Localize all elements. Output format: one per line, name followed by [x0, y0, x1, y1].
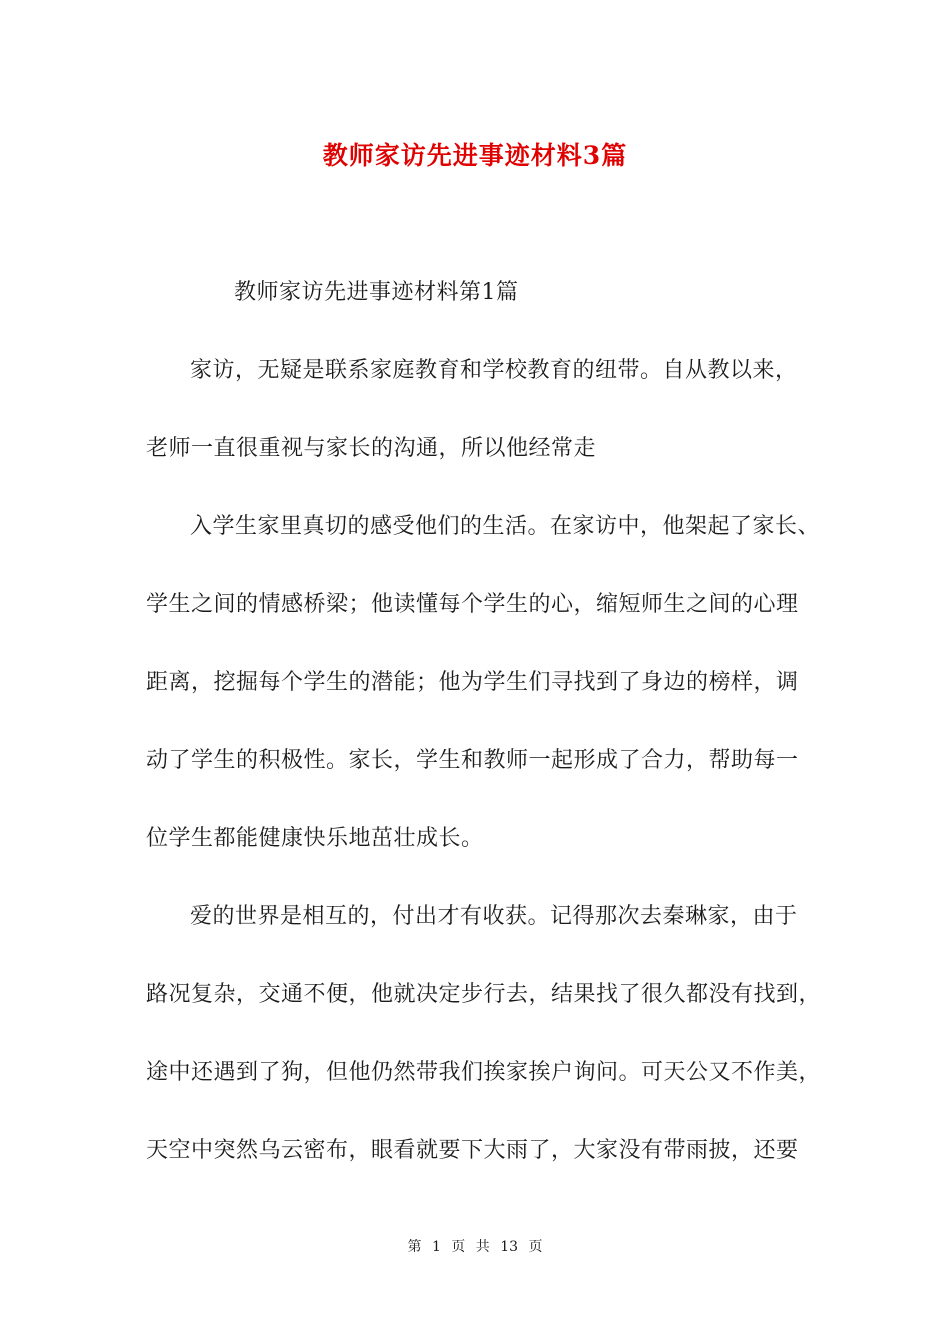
- paragraph-line: 入学生家里真切的感受他们的生活。在家访中，他架起了家长、: [190, 514, 821, 539]
- paragraph-line: 位学生都能健康快乐地茁壮成长。: [146, 826, 484, 851]
- paragraph-line: 学生之间的情感桥梁；他读懂每个学生的心，缩短师生之间的心理: [146, 592, 799, 617]
- paragraph-line: 路况复杂，交通不便，他就决定步行去，结果找了很久都没有找到，: [146, 982, 822, 1007]
- document-title: 教师家访先进事迹材料3篇: [322, 141, 628, 170]
- document-body: [146, 264, 826, 1180]
- paragraph-line: 家访，无疑是联系家庭教育和学校教育的纽带。自从教以来，: [190, 358, 798, 383]
- paragraph-line: 老师一直很重视与家长的沟通，所以他经常走: [146, 436, 597, 461]
- page-number-footer: 第 1 页 共 13 页: [407, 1239, 543, 1255]
- paragraph-line: 距离，挖掘每个学生的潜能；他为学生们寻找到了身边的榜样，调: [146, 670, 799, 695]
- paragraph-line: 途中还遇到了狗，但他仍然带我们挨家挨户询问。可天公又不作美，: [146, 1060, 822, 1085]
- paragraph-line: 动了学生的积极性。家长，学生和教师一起形成了合力，帮助每一: [146, 748, 799, 773]
- paragraph-line: 爱的世界是相互的，付出才有收获。记得那次去秦琳家，由于: [190, 904, 798, 929]
- section-heading: 教师家访先进事迹材料第1篇: [234, 280, 519, 305]
- paragraph-line: 天空中突然乌云密布，眼看就要下大雨了，大家没有带雨披，还要: [146, 1138, 799, 1163]
